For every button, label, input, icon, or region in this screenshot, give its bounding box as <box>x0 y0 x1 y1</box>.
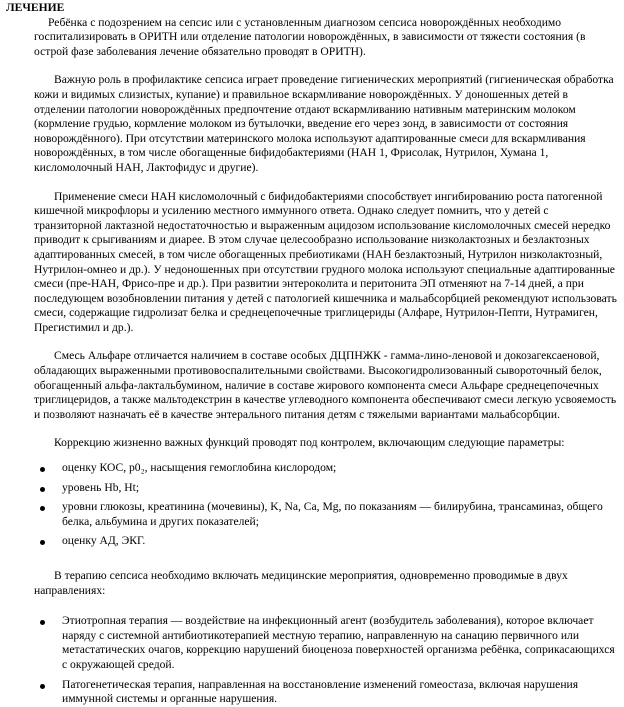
list-item <box>6 500 618 529</box>
list-item <box>6 614 618 672</box>
paragraph-block <box>6 16 618 60</box>
correction-parameters-list <box>6 461 618 549</box>
bullet-icon <box>40 684 45 689</box>
paragraph-block <box>6 569 618 598</box>
paragraph-block <box>6 73 618 175</box>
list-item-text: Патогенетическая терапия, направленная на восстановление изменений гомеостаза, включая нарушения иммунной системы и органные нарушения. <box>62 677 579 706</box>
list-item-text: оценку КОС, p0₂, насыщения гемоглобина кислородом; <box>62 461 337 475</box>
paragraph-correction-intro: Коррекцию жизненно важных функций проводят под контролем, включающим следующие параметры: <box>54 436 565 450</box>
list-item-text: уровень Hb, Ht; <box>62 480 140 494</box>
paragraph-therapy-intro: В терапию сепсиса необходимо включать медицинские мероприятия, одновременно проводимые в двух направлениях: <box>34 569 568 597</box>
list-item-text: Этиотропная терапия — воздействие на инфекционный агент (возбудитель заболевания), которое включает наряду с системной антибиотикотерапией местную терапию, направленную на санацию первичного или метастатических очагов, коррекцию нарушений биоценоза поверхностей организма ребёнка, соприкасающихся с окружающей средой. <box>62 614 615 671</box>
bullet-icon <box>40 487 45 492</box>
list-item <box>6 678 618 707</box>
paragraph-block <box>6 436 618 451</box>
paragraph-nan-mixture: Применение смеси НАН кисломолочный с бифидобактериями способствует ингибированию роста патогенной кишечной микрофлоры и усилению местного иммунного ответа. Однако следует помнить, что у детей с транзиторной лактазной недостаточностью и выраженным ацидозом использование кисломолочных смесей нередко приводит к срыгиваниям и диарее. В этом случае целесообразно использование низколактозных и безлактозных адаптированных смесей, в том числе обогащенных пребиотиками (НАН безлактозный, Нутрилон низколактозный, Нутрилон-омнео и др.). У недоношенных при отсутствии грудного молока используют специальные адаптированные смеси (пре-НАН, Фрисо-пре и др.). При развитии энтероколита и перитонита ЭП отменяют на 7-14 дней, а при последующем возобновлении питания у детей с патологией кишечника и мальабсорбцией рекомендуют использовать смеси, содержащие гидролизат белка и среднецепочечные триглицериды (Алфаре, Нутрилон-Пепти, Нутрамиген, Прегистимил и др.). <box>34 189 617 334</box>
section-heading: ЛЕЧЕНИЕ <box>6 1 65 14</box>
list-item <box>6 461 618 476</box>
paragraph-hospitalization: Ребёнка с подозрением на сепсис или с установленным диагнозом сепсиса новорождённых необходимо госпитализировать в ОРИТН или отделение патологии новорождённых, в зависимости от тяжести состояния (в острой фазе заболевания лечение обязательно проводят в ОРИТН). <box>34 15 586 58</box>
bullet-icon <box>40 467 45 472</box>
list-item-text: оценку АД, ЭКГ. <box>62 534 146 548</box>
paragraph-hygiene-feeding: Важную роль в профилактике сепсиса играет проведение гигиенических мероприятий (гигиеническая обработка кожи и видимых слизистых, купание) и правильное вскармливание новорождённых. У доношенных детей в отделении патологии новорождённых предпочтение отдают вскармливанию нативным материнским молоком (кормление грудью, кормление молоком из бутылочки, введение его через зонд, в зависимости от состояния новорождённого). При отсутствии материнского молока используют адаптированные смеси для вскармливания новорождённых, в том числе обогащенные бифидобактериями (НАН 1, Фрисолак, Нутрилон, Хумана 1, кисломолочный НАН, Лактофидус и другие). <box>34 73 614 174</box>
paragraph-alfare-mixture: Смесь Альфаре отличается наличием в составе особых ДЦПНЖК - гамма-лино-леновой и докозагексаеновой, обладающих выраженными противовоспалительными свойствами. Высокогидролизованный сывороточный белок, обогащенный альфа-лактальбумином, наличие в составе жирового компонента смеси Альфаре среднецепочечных триглицеридов, а также мальтодекстрин в качестве углеводного компонента обеспечивают смеси легкую усвояемость и позволяют назначать её в качестве энтерального питания детям с тяжелыми вариантами мальабсорбции. <box>34 349 617 421</box>
bullet-icon <box>40 620 45 625</box>
bullet-icon <box>40 540 45 545</box>
list-item <box>6 534 618 549</box>
paragraph-block <box>6 190 618 336</box>
list-item-text: уровни глюкозы, креатинина (мочевины), K, Na, Ca, Mg, по показаниям — билирубина, трансаминаз, общего белка, альбумина и других показателей; <box>62 500 603 528</box>
bullet-icon <box>40 506 45 511</box>
paragraph-block <box>6 349 618 422</box>
therapy-directions-list <box>6 614 618 707</box>
list-item <box>6 481 618 496</box>
